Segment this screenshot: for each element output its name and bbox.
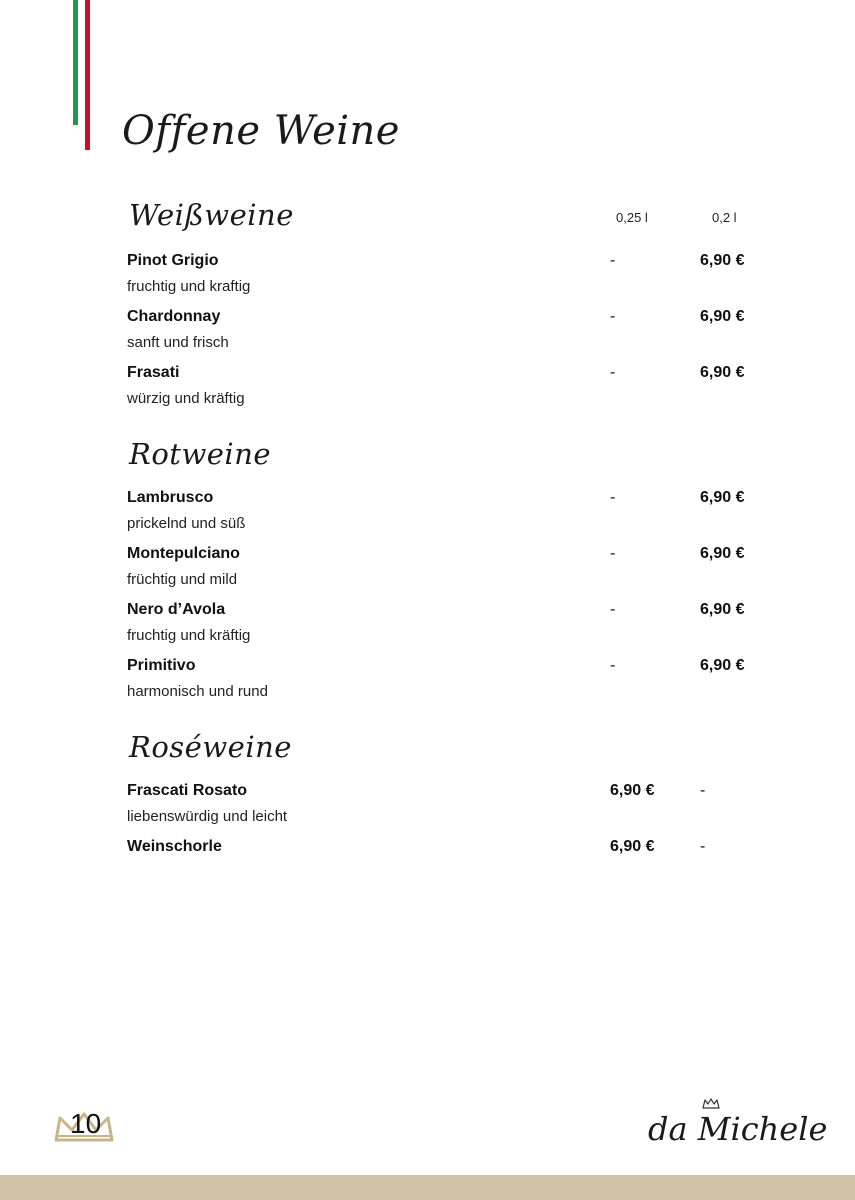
- section-title-rotweine: Rotweine: [129, 437, 272, 471]
- price-0-2: 6,90 €: [700, 252, 745, 269]
- wine-description: früchtig und mild: [127, 571, 238, 588]
- wine-name: Nero d’Avola: [127, 601, 226, 618]
- footer-bar: [0, 1175, 855, 1200]
- list-item: [127, 252, 767, 304]
- wine-description: würzig und kräftig: [127, 390, 245, 407]
- flag-stripe-white: [78, 0, 83, 135]
- list-item: [127, 489, 767, 541]
- list-item: [127, 601, 767, 653]
- section-title-weissweine: Weißweine: [129, 198, 294, 232]
- list-item: [127, 308, 767, 360]
- price-0-2: 6,90 €: [700, 364, 745, 381]
- price-0-25: -: [610, 489, 616, 506]
- price-0-25: -: [610, 364, 616, 381]
- column-header-0-2: 0,2 l: [712, 210, 737, 225]
- price-0-2: 6,90 €: [700, 545, 745, 562]
- price-0-25: -: [610, 601, 616, 618]
- price-0-2: 6,90 €: [700, 489, 745, 506]
- list-item: [127, 838, 767, 890]
- price-0-25: -: [610, 308, 616, 325]
- crown-small-icon: [702, 1098, 720, 1110]
- price-0-2: -: [700, 782, 706, 799]
- page-number: 10: [70, 1108, 102, 1139]
- price-0-25: -: [610, 252, 616, 269]
- list-item: [127, 545, 767, 597]
- wine-description: sanft und frisch: [127, 334, 229, 351]
- flag-stripe-red: [85, 0, 90, 150]
- wine-name: Primitivo: [127, 657, 196, 674]
- price-0-2: 6,90 €: [700, 308, 745, 325]
- price-0-25: 6,90 €: [610, 782, 655, 799]
- brand-logo: da Michele: [648, 1110, 828, 1148]
- wine-description: harmonisch und rund: [127, 683, 268, 700]
- wine-name: Weinschorle: [127, 838, 222, 855]
- wine-description: fruchtig und kräftig: [127, 627, 251, 644]
- wine-name: Frasati: [127, 364, 180, 381]
- wine-name: Pinot Grigio: [127, 252, 219, 269]
- wine-name: Chardonnay: [127, 308, 221, 325]
- price-0-25: -: [610, 545, 616, 562]
- wine-description: prickelnd und süß: [127, 515, 246, 532]
- price-0-25: -: [610, 657, 616, 674]
- list-item: [127, 364, 767, 416]
- column-header-0-25: 0,25 l: [616, 210, 648, 225]
- list-item: [127, 782, 767, 834]
- list-item: [127, 657, 767, 709]
- price-0-2: 6,90 €: [700, 657, 745, 674]
- wine-name: Montepulciano: [127, 545, 240, 562]
- section-title-roseweine: Roséweine: [129, 730, 292, 764]
- wine-name: Lambrusco: [127, 489, 214, 506]
- price-0-2: -: [700, 838, 706, 855]
- price-0-25: 6,90 €: [610, 838, 655, 855]
- wine-name: Frascati Rosato: [127, 782, 248, 799]
- page-title: Offene Weine: [122, 108, 400, 154]
- wine-description: fruchtig und kraftig: [127, 278, 251, 295]
- price-0-2: 6,90 €: [700, 601, 745, 618]
- wine-description: liebenswürdig und leicht: [127, 808, 288, 825]
